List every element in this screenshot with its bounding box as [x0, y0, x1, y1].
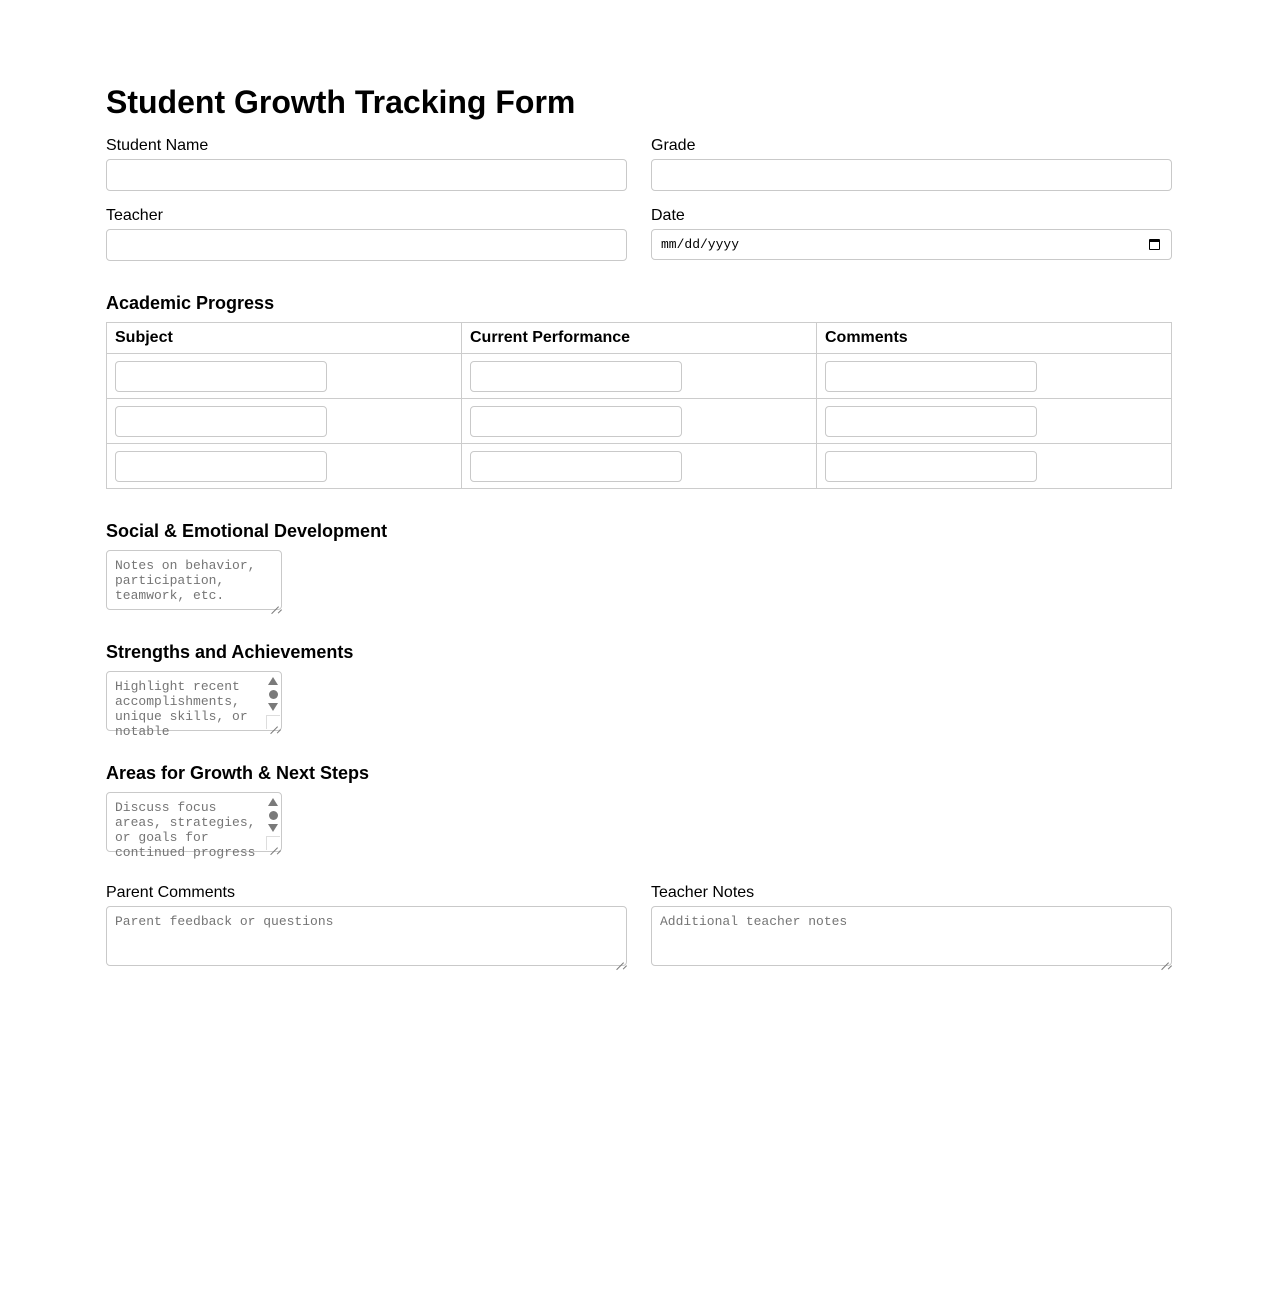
performance-input[interactable]	[470, 406, 682, 437]
resize-handle-icon[interactable]	[270, 840, 278, 848]
date-input[interactable]	[651, 229, 1172, 260]
teacher-notes-placeholder: Additional teacher notes	[660, 914, 848, 929]
grade-label: Grade	[651, 137, 696, 154]
subject-cell	[107, 444, 462, 489]
comments-cell	[817, 399, 1172, 444]
comments-cell	[817, 354, 1172, 399]
performance-input[interactable]	[470, 361, 682, 392]
comments-cell	[817, 444, 1172, 489]
growth-heading: Areas for Growth & Next Steps	[106, 763, 370, 783]
teacher-notes-label: Teacher Notes	[651, 884, 755, 901]
scroll-thumb[interactable]	[269, 690, 278, 699]
teacher-label: Teacher	[106, 207, 163, 224]
scroll-down-arrow-icon[interactable]	[268, 824, 278, 832]
subject-cell	[107, 354, 462, 399]
growth-placeholder: Discuss focus areas, strategies, or goals for continued progress	[115, 800, 256, 860]
performance-input[interactable]	[470, 451, 682, 482]
subject-cell	[107, 399, 462, 444]
social-emotional-heading: Social & Emotional Development	[106, 521, 388, 541]
academic-progress-heading: Academic Progress	[106, 293, 275, 313]
grade-input[interactable]	[651, 159, 1172, 191]
table-row	[107, 354, 1172, 399]
resize-handle-icon[interactable]	[1161, 955, 1169, 963]
comments-input[interactable]	[825, 406, 1037, 437]
student-name-label: Student Name	[106, 137, 209, 154]
parent-comments-textarea[interactable]	[106, 906, 627, 966]
table-header-row	[107, 323, 1172, 354]
table-row	[107, 399, 1172, 444]
parent-comments-label: Parent Comments	[106, 884, 235, 901]
teacher-notes-textarea[interactable]	[651, 906, 1172, 966]
scroll-thumb[interactable]	[269, 811, 278, 820]
performance-cell	[462, 354, 817, 399]
comments-input[interactable]	[825, 451, 1037, 482]
performance-cell	[462, 399, 817, 444]
comments-input[interactable]	[825, 361, 1037, 392]
table-row	[107, 444, 1172, 489]
performance-cell	[462, 444, 817, 489]
column-header-subject: Subject	[107, 323, 462, 354]
scrollbar[interactable]	[266, 794, 280, 837]
strengths-placeholder: Highlight recent accomplishments, unique skills, or notable	[115, 679, 248, 739]
scrollbar[interactable]	[266, 673, 280, 716]
growth-textarea[interactable]	[106, 792, 282, 860]
date-placeholder: mm/dd/yyyy	[661, 237, 740, 252]
subject-input[interactable]	[115, 451, 327, 482]
academic-progress-table	[106, 322, 1172, 489]
teacher-input[interactable]	[106, 229, 627, 261]
social-emotional-placeholder: Notes on behavior, participation, teamwork, etc.	[115, 558, 256, 603]
scroll-up-arrow-icon[interactable]	[268, 798, 278, 806]
student-name-input[interactable]	[106, 159, 627, 191]
form-title: Student Growth Tracking Form	[106, 84, 576, 120]
scroll-up-arrow-icon[interactable]	[268, 677, 278, 685]
strengths-heading: Strengths and Achievements	[106, 642, 354, 662]
subject-input[interactable]	[115, 361, 327, 392]
calendar-icon[interactable]	[1149, 239, 1160, 250]
strengths-textarea[interactable]	[106, 671, 282, 739]
column-header-current-performance: Current Performance	[462, 323, 817, 354]
scroll-down-arrow-icon[interactable]	[268, 703, 278, 711]
scrollbar-corner	[266, 836, 280, 850]
resize-handle-icon[interactable]	[271, 599, 279, 607]
scrollbar-corner	[266, 715, 280, 729]
parent-comments-placeholder: Parent feedback or questions	[115, 914, 334, 929]
column-header-comments: Comments	[817, 323, 1172, 354]
social-emotional-textarea[interactable]	[106, 550, 282, 610]
resize-handle-icon[interactable]	[616, 955, 624, 963]
subject-input[interactable]	[115, 406, 327, 437]
resize-handle-icon[interactable]	[270, 719, 278, 727]
date-label: Date	[651, 207, 685, 224]
